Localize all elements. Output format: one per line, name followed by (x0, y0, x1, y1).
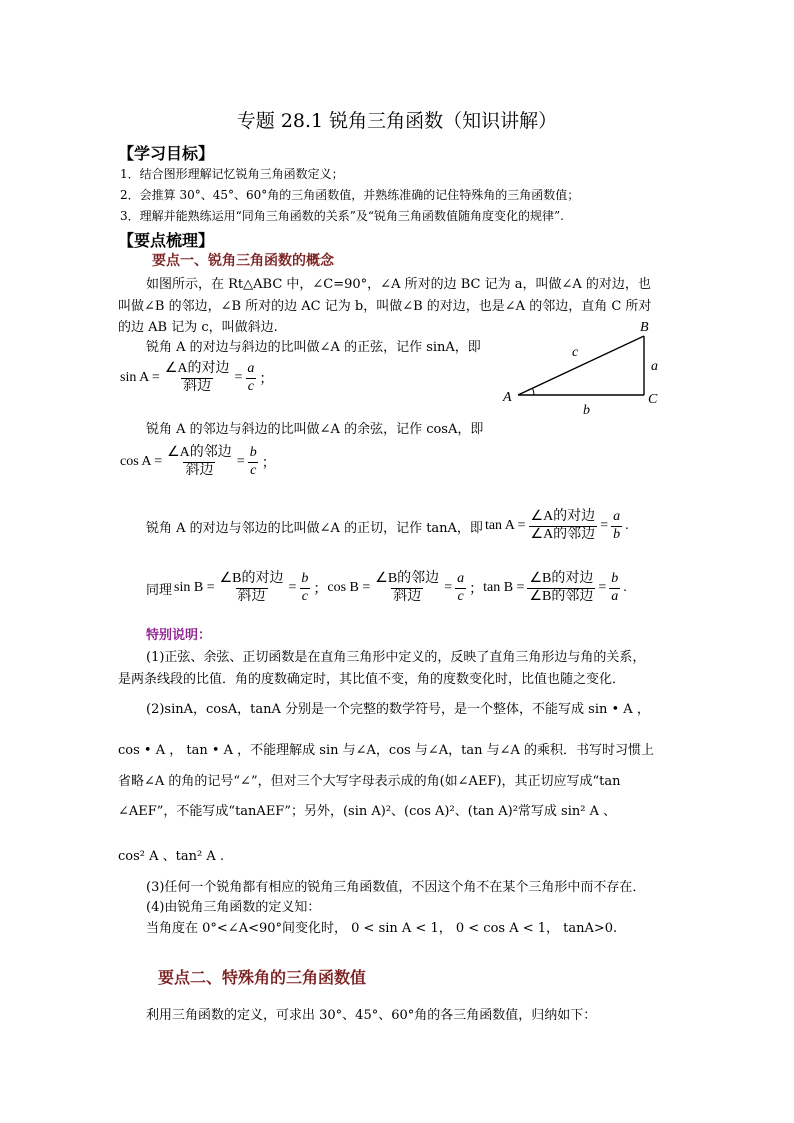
goal-item-1: 1．结合图形理解记忆锐角三角函数定义； (120, 167, 344, 181)
note-2-line-4: ∠AEF”，不能写成“tanAEF”；另外，(sin A)²、(cos A)²、(tan A)²常写成 sin² A 、 (118, 804, 617, 819)
tan-a-line: 锐角 A 的对边与邻边的比叫做∠A 的正切，记作 tanA，即 tan A = $\frac{\text{∠A的对边}}{\text{∠A的邻边}}$ = $\frac{a}{b}$ . (146, 509, 629, 542)
section-2-text: 利用三角函数的定义，可求出 30°、45°、60°角的各三角函数值，归纳如下： (146, 1008, 597, 1023)
note-2-line-5: cos² A 、tan² A . (118, 849, 224, 864)
sin-definition: 锐角 A 的对边与斜边的比叫做∠A 的正弦，记作 sinA，即 (146, 340, 481, 355)
section-1-title: 要点一、锐角三角函数的概念 (152, 253, 334, 269)
goals-header: 【学习目标】 (118, 144, 215, 163)
intro-line-3: 的边 AB 记为 c，叫做斜边. (118, 320, 278, 335)
note-1-line-1: (1)正弦、余弦、正切函数是在直角三角形中定义的，反映了直角三角形边与角的关系， (146, 650, 646, 665)
intro-line-1: 如图所示，在 Rt△ABC 中，∠C=90°，∠A 所对的边 BC 记为 a，叫做∠A 的对边，也 (146, 277, 651, 292)
goal-item-3: 3．理解并能熟练运用“同角三角函数的关系”及“锐角三角函数值随角度变化的规律”. (120, 209, 564, 223)
section-2-title: 要点二、特殊角的三角函数值 (158, 968, 367, 987)
side-c-label: c (572, 345, 579, 360)
page-title: 专题 28.1 锐角三角函数（知识讲解） (236, 110, 558, 132)
intro-line-2: 叫做∠B 的邻边，∠B 所对的边 AC 记为 b，叫做∠B 的对边，也是∠A 的邻边，直角 C 所对 (118, 299, 652, 314)
cos-a-formula: cos A = $\frac{\text{∠A的邻边}}{\text{斜边}}$ = $\frac{b}{c}$ ； (120, 445, 276, 478)
vertex-a-label: A (503, 390, 512, 405)
sin-a-formula: sin A = $\frac{\text{∠A的对边}}{\text{斜边}}$ = $\frac{a}{c}$ ； (120, 361, 274, 394)
vertex-b-label: B (640, 320, 649, 335)
side-b-label: b (583, 403, 590, 416)
note-4-line-2: 当角度在 0°<∠A<90°间变化时， 0 < sin A < 1， 0 < cos A < 1， tanA>0. (146, 921, 618, 936)
cos-definition: 锐角 A 的邻边与斜边的比叫做∠A 的余弦，记作 cosA，即 (146, 422, 484, 437)
note-2-line-2: cos • A ， tan • A ，不能理解成 sin 与∠A，cos 与∠A，tan 与∠A 的乘积．书写时习惯上 (118, 743, 654, 758)
special-note-title: 特别说明： (146, 628, 212, 643)
note-2-line-3: 省略∠A 的角的记号“∠”，但对三个大写字母表示成的角(如∠AEF)，其正切应写成“tan (118, 774, 621, 789)
b-formulas-line: 同理 sin B = $\frac{\text{∠B的对边}}{\text{斜边}}$ = $\frac{b}{c}$ ； cos B = $\frac{\text{∠B的邻边}}{\text{斜边}}$ = $\frac{a}{c}$ ； tan B = $\frac{\text{∠B的对边}}{\text{∠B的邻边}}$ = $\frac{b}{a}$ . (146, 571, 627, 604)
goal-item-2: 2．会推算 30°、45°、60°角的三角函数值，并熟练准确的记住特殊角的三角函数值； (120, 188, 580, 202)
note-3: (3)任何一个锐角都有相应的锐角三角函数值，不因这个角不在某个三角形中而不存在． (146, 880, 646, 895)
side-a-label: a (651, 359, 658, 374)
vertex-c-label: C (648, 392, 658, 407)
triangle-diagram (500, 316, 670, 416)
note-4: (4)由锐角三角函数的定义知： (146, 900, 321, 915)
note-2-line-1: (2)sinA，cosA，tanA 分别是一个完整的数学符号，是一个整体，不能写成 sin • A ， (146, 702, 650, 717)
points-header: 【要点梳理】 (118, 231, 215, 250)
note-1-line-2: 是两条线段的比值．角的度数确定时，其比值不变，角的度数变化时，比值也随之变化． (118, 672, 626, 687)
